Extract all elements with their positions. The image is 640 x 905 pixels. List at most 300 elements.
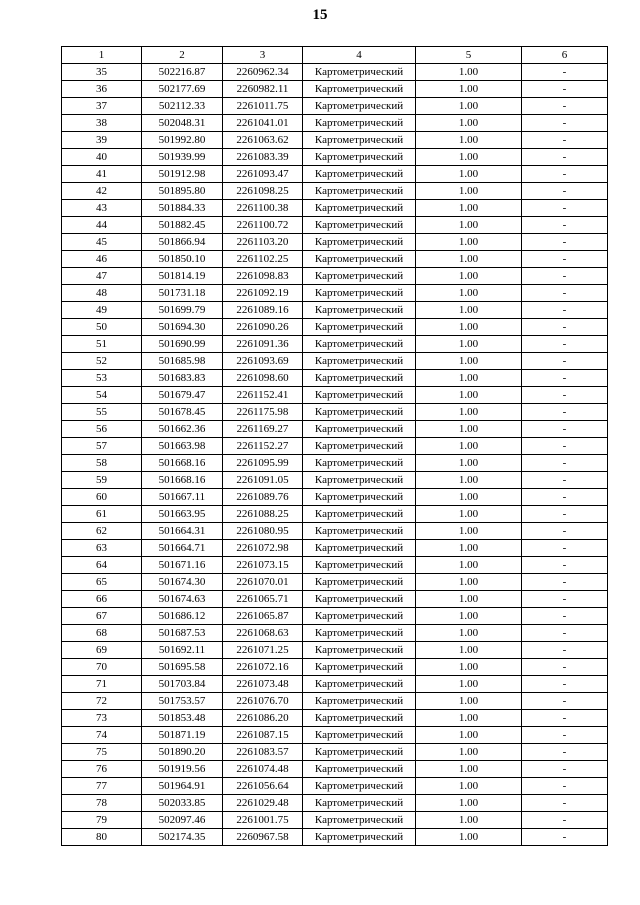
table-row — [62, 523, 608, 540]
accuracy-cell: 1.00 — [416, 506, 522, 523]
point-number-cell: 77 — [62, 778, 142, 795]
accuracy-cell: 1.00 — [416, 132, 522, 149]
accuracy-cell: 1.00 — [416, 115, 522, 132]
x-coordinate-cell: 501668.16 — [142, 472, 223, 489]
point-number-cell: 50 — [62, 319, 142, 336]
method-cell: Картометрический — [303, 421, 416, 438]
description-cell: - — [522, 98, 608, 115]
method-cell: Картометрический — [303, 81, 416, 98]
description-cell: - — [522, 676, 608, 693]
accuracy-cell: 1.00 — [416, 625, 522, 642]
description-cell: - — [522, 132, 608, 149]
table-row — [62, 727, 608, 744]
accuracy-cell: 1.00 — [416, 370, 522, 387]
point-number-cell: 39 — [62, 132, 142, 149]
description-cell: - — [522, 217, 608, 234]
description-cell: - — [522, 336, 608, 353]
table-row — [62, 829, 608, 846]
table-row — [62, 217, 608, 234]
accuracy-cell: 1.00 — [416, 421, 522, 438]
method-cell: Картометрический — [303, 251, 416, 268]
method-cell: Картометрический — [303, 523, 416, 540]
description-cell: - — [522, 727, 608, 744]
y-coordinate-cell: 2261090.26 — [223, 319, 303, 336]
accuracy-cell: 1.00 — [416, 251, 522, 268]
column-header: 2 — [142, 47, 223, 64]
accuracy-cell: 1.00 — [416, 489, 522, 506]
description-cell: - — [522, 319, 608, 336]
table-body — [62, 64, 608, 846]
accuracy-cell: 1.00 — [416, 438, 522, 455]
accuracy-cell: 1.00 — [416, 676, 522, 693]
x-coordinate-cell: 501703.84 — [142, 676, 223, 693]
point-number-cell: 51 — [62, 336, 142, 353]
description-cell: - — [522, 574, 608, 591]
description-cell: - — [522, 115, 608, 132]
x-coordinate-cell: 501687.53 — [142, 625, 223, 642]
y-coordinate-cell: 2261086.20 — [223, 710, 303, 727]
y-coordinate-cell: 2261098.83 — [223, 268, 303, 285]
column-header: 6 — [522, 47, 608, 64]
table-row — [62, 98, 608, 115]
method-cell: Картометрический — [303, 591, 416, 608]
point-number-cell: 42 — [62, 183, 142, 200]
accuracy-cell: 1.00 — [416, 64, 522, 81]
description-cell: - — [522, 302, 608, 319]
description-cell: - — [522, 812, 608, 829]
y-coordinate-cell: 2261152.41 — [223, 387, 303, 404]
point-number-cell: 47 — [62, 268, 142, 285]
column-header: 3 — [223, 47, 303, 64]
point-number-cell: 65 — [62, 574, 142, 591]
accuracy-cell: 1.00 — [416, 727, 522, 744]
y-coordinate-cell: 2261076.70 — [223, 693, 303, 710]
table-row — [62, 166, 608, 183]
x-coordinate-cell: 501685.98 — [142, 353, 223, 370]
x-coordinate-cell: 502112.33 — [142, 98, 223, 115]
method-cell: Картометрический — [303, 64, 416, 81]
point-number-cell: 52 — [62, 353, 142, 370]
description-cell: - — [522, 200, 608, 217]
accuracy-cell: 1.00 — [416, 540, 522, 557]
table-row — [62, 404, 608, 421]
x-coordinate-cell: 501753.57 — [142, 693, 223, 710]
point-number-cell: 68 — [62, 625, 142, 642]
x-coordinate-cell: 501919.56 — [142, 761, 223, 778]
table-row — [62, 608, 608, 625]
method-cell: Картометрический — [303, 132, 416, 149]
x-coordinate-cell: 501939.99 — [142, 149, 223, 166]
accuracy-cell: 1.00 — [416, 642, 522, 659]
y-coordinate-cell: 2261088.25 — [223, 506, 303, 523]
description-cell: - — [522, 591, 608, 608]
y-coordinate-cell: 2261169.27 — [223, 421, 303, 438]
accuracy-cell: 1.00 — [416, 710, 522, 727]
point-number-cell: 76 — [62, 761, 142, 778]
method-cell: Картометрический — [303, 574, 416, 591]
table-row — [62, 64, 608, 81]
method-cell: Картометрический — [303, 183, 416, 200]
y-coordinate-cell: 2261152.27 — [223, 438, 303, 455]
point-number-cell: 62 — [62, 523, 142, 540]
x-coordinate-cell: 501871.19 — [142, 727, 223, 744]
accuracy-cell: 1.00 — [416, 183, 522, 200]
y-coordinate-cell: 2261011.75 — [223, 98, 303, 115]
x-coordinate-cell: 502048.31 — [142, 115, 223, 132]
method-cell: Картометрический — [303, 353, 416, 370]
point-number-cell: 60 — [62, 489, 142, 506]
method-cell: Картометрический — [303, 217, 416, 234]
method-cell: Картометрический — [303, 557, 416, 574]
x-coordinate-cell: 501679.47 — [142, 387, 223, 404]
x-coordinate-cell: 502216.87 — [142, 64, 223, 81]
description-cell: - — [522, 404, 608, 421]
method-cell: Картометрический — [303, 455, 416, 472]
x-coordinate-cell: 502174.35 — [142, 829, 223, 846]
table-row — [62, 574, 608, 591]
table-row — [62, 200, 608, 217]
table-row — [62, 115, 608, 132]
accuracy-cell: 1.00 — [416, 302, 522, 319]
method-cell: Картометрический — [303, 812, 416, 829]
accuracy-cell: 1.00 — [416, 217, 522, 234]
accuracy-cell: 1.00 — [416, 659, 522, 676]
x-coordinate-cell: 501683.83 — [142, 370, 223, 387]
description-cell: - — [522, 285, 608, 302]
column-header: 5 — [416, 47, 522, 64]
point-number-cell: 58 — [62, 455, 142, 472]
method-cell: Картометрический — [303, 472, 416, 489]
point-number-cell: 44 — [62, 217, 142, 234]
y-coordinate-cell: 2261065.87 — [223, 608, 303, 625]
method-cell: Картометрический — [303, 438, 416, 455]
y-coordinate-cell: 2261029.48 — [223, 795, 303, 812]
table-row — [62, 149, 608, 166]
method-cell: Картометрический — [303, 285, 416, 302]
accuracy-cell: 1.00 — [416, 455, 522, 472]
accuracy-cell: 1.00 — [416, 98, 522, 115]
method-cell: Картометрический — [303, 319, 416, 336]
accuracy-cell: 1.00 — [416, 319, 522, 336]
method-cell: Картометрический — [303, 336, 416, 353]
table-row — [62, 778, 608, 795]
table-row — [62, 81, 608, 98]
table-row — [62, 455, 608, 472]
description-cell: - — [522, 608, 608, 625]
y-coordinate-cell: 2260967.58 — [223, 829, 303, 846]
accuracy-cell: 1.00 — [416, 336, 522, 353]
x-coordinate-cell: 501853.48 — [142, 710, 223, 727]
table-row — [62, 132, 608, 149]
point-number-cell: 80 — [62, 829, 142, 846]
accuracy-cell: 1.00 — [416, 285, 522, 302]
y-coordinate-cell: 2261001.75 — [223, 812, 303, 829]
method-cell: Картометрический — [303, 829, 416, 846]
x-coordinate-cell: 501664.71 — [142, 540, 223, 557]
point-number-cell: 73 — [62, 710, 142, 727]
accuracy-cell: 1.00 — [416, 353, 522, 370]
table-row — [62, 591, 608, 608]
x-coordinate-cell: 501895.80 — [142, 183, 223, 200]
method-cell: Картометрический — [303, 404, 416, 421]
description-cell: - — [522, 438, 608, 455]
x-coordinate-cell: 501664.31 — [142, 523, 223, 540]
description-cell: - — [522, 166, 608, 183]
accuracy-cell: 1.00 — [416, 387, 522, 404]
y-coordinate-cell: 2261100.38 — [223, 200, 303, 217]
x-coordinate-cell: 501692.11 — [142, 642, 223, 659]
description-cell: - — [522, 693, 608, 710]
y-coordinate-cell: 2261041.01 — [223, 115, 303, 132]
description-cell: - — [522, 455, 608, 472]
point-number-cell: 54 — [62, 387, 142, 404]
point-number-cell: 78 — [62, 795, 142, 812]
x-coordinate-cell: 502033.85 — [142, 795, 223, 812]
method-cell: Картометрический — [303, 659, 416, 676]
y-coordinate-cell: 2261083.57 — [223, 744, 303, 761]
y-coordinate-cell: 2261093.47 — [223, 166, 303, 183]
point-number-cell: 57 — [62, 438, 142, 455]
y-coordinate-cell: 2261063.62 — [223, 132, 303, 149]
point-number-cell: 40 — [62, 149, 142, 166]
y-coordinate-cell: 2261098.25 — [223, 183, 303, 200]
method-cell: Картометрический — [303, 693, 416, 710]
y-coordinate-cell: 2260982.11 — [223, 81, 303, 98]
method-cell: Картометрический — [303, 540, 416, 557]
description-cell: - — [522, 387, 608, 404]
x-coordinate-cell: 501964.91 — [142, 778, 223, 795]
x-coordinate-cell: 502097.46 — [142, 812, 223, 829]
accuracy-cell: 1.00 — [416, 557, 522, 574]
page-number: 15 — [312, 7, 328, 23]
method-cell: Картометрический — [303, 302, 416, 319]
x-coordinate-cell: 501686.12 — [142, 608, 223, 625]
table-row — [62, 251, 608, 268]
description-cell: - — [522, 251, 608, 268]
y-coordinate-cell: 2261072.98 — [223, 540, 303, 557]
point-number-cell: 36 — [62, 81, 142, 98]
method-cell: Картометрический — [303, 98, 416, 115]
x-coordinate-cell: 501882.45 — [142, 217, 223, 234]
x-coordinate-cell: 501992.80 — [142, 132, 223, 149]
description-cell: - — [522, 659, 608, 676]
accuracy-cell: 1.00 — [416, 268, 522, 285]
y-coordinate-cell: 2261091.36 — [223, 336, 303, 353]
method-cell: Картометрический — [303, 761, 416, 778]
accuracy-cell: 1.00 — [416, 574, 522, 591]
point-number-cell: 72 — [62, 693, 142, 710]
y-coordinate-cell: 2261068.63 — [223, 625, 303, 642]
x-coordinate-cell: 501695.58 — [142, 659, 223, 676]
method-cell: Картометрический — [303, 727, 416, 744]
table-row — [62, 744, 608, 761]
point-number-cell: 41 — [62, 166, 142, 183]
description-cell: - — [522, 64, 608, 81]
point-number-cell: 74 — [62, 727, 142, 744]
y-coordinate-cell: 2260962.34 — [223, 64, 303, 81]
table-row — [62, 234, 608, 251]
point-number-cell: 45 — [62, 234, 142, 251]
description-cell: - — [522, 421, 608, 438]
table-row — [62, 506, 608, 523]
description-cell: - — [522, 795, 608, 812]
table-row — [62, 812, 608, 829]
x-coordinate-cell: 501671.16 — [142, 557, 223, 574]
x-coordinate-cell: 501678.45 — [142, 404, 223, 421]
method-cell: Картометрический — [303, 676, 416, 693]
y-coordinate-cell: 2261056.64 — [223, 778, 303, 795]
y-coordinate-cell: 2261074.48 — [223, 761, 303, 778]
accuracy-cell: 1.00 — [416, 149, 522, 166]
table-row — [62, 761, 608, 778]
x-coordinate-cell: 501694.30 — [142, 319, 223, 336]
description-cell: - — [522, 489, 608, 506]
x-coordinate-cell: 501674.63 — [142, 591, 223, 608]
table-row — [62, 693, 608, 710]
point-number-cell: 35 — [62, 64, 142, 81]
accuracy-cell: 1.00 — [416, 200, 522, 217]
x-coordinate-cell: 502177.69 — [142, 81, 223, 98]
description-cell: - — [522, 540, 608, 557]
accuracy-cell: 1.00 — [416, 812, 522, 829]
description-cell: - — [522, 370, 608, 387]
x-coordinate-cell: 501699.79 — [142, 302, 223, 319]
description-cell: - — [522, 353, 608, 370]
x-coordinate-cell: 501850.10 — [142, 251, 223, 268]
table-row — [62, 557, 608, 574]
table-row — [62, 540, 608, 557]
method-cell: Картометрический — [303, 710, 416, 727]
point-number-cell: 43 — [62, 200, 142, 217]
y-coordinate-cell: 2261087.15 — [223, 727, 303, 744]
accuracy-cell: 1.00 — [416, 234, 522, 251]
table-row — [62, 710, 608, 727]
column-header: 4 — [303, 47, 416, 64]
method-cell: Картометрический — [303, 200, 416, 217]
x-coordinate-cell: 501814.19 — [142, 268, 223, 285]
table-row — [62, 336, 608, 353]
accuracy-cell: 1.00 — [416, 795, 522, 812]
point-number-cell: 70 — [62, 659, 142, 676]
y-coordinate-cell: 2261093.69 — [223, 353, 303, 370]
table-row — [62, 319, 608, 336]
point-number-cell: 55 — [62, 404, 142, 421]
accuracy-cell: 1.00 — [416, 693, 522, 710]
y-coordinate-cell: 2261072.16 — [223, 659, 303, 676]
description-cell: - — [522, 506, 608, 523]
description-cell: - — [522, 149, 608, 166]
y-coordinate-cell: 2261092.19 — [223, 285, 303, 302]
description-cell: - — [522, 523, 608, 540]
method-cell: Картометрический — [303, 489, 416, 506]
accuracy-cell: 1.00 — [416, 829, 522, 846]
point-number-cell: 48 — [62, 285, 142, 302]
point-number-cell: 53 — [62, 370, 142, 387]
table-row — [62, 421, 608, 438]
y-coordinate-cell: 2261073.48 — [223, 676, 303, 693]
x-coordinate-cell: 501866.94 — [142, 234, 223, 251]
accuracy-cell: 1.00 — [416, 744, 522, 761]
method-cell: Картометрический — [303, 778, 416, 795]
description-cell: - — [522, 625, 608, 642]
table-row — [62, 438, 608, 455]
x-coordinate-cell: 501890.20 — [142, 744, 223, 761]
x-coordinate-cell: 501668.16 — [142, 455, 223, 472]
method-cell: Картометрический — [303, 234, 416, 251]
method-cell: Картометрический — [303, 166, 416, 183]
accuracy-cell: 1.00 — [416, 591, 522, 608]
x-coordinate-cell: 501674.30 — [142, 574, 223, 591]
point-number-cell: 37 — [62, 98, 142, 115]
x-coordinate-cell: 501663.95 — [142, 506, 223, 523]
method-cell: Картометрический — [303, 608, 416, 625]
y-coordinate-cell: 2261073.15 — [223, 557, 303, 574]
table-row — [62, 625, 608, 642]
table-row — [62, 302, 608, 319]
x-coordinate-cell: 501912.98 — [142, 166, 223, 183]
x-coordinate-cell: 501667.11 — [142, 489, 223, 506]
method-cell: Картометрический — [303, 744, 416, 761]
point-number-cell: 75 — [62, 744, 142, 761]
description-cell: - — [522, 234, 608, 251]
method-cell: Картометрический — [303, 370, 416, 387]
y-coordinate-cell: 2261080.95 — [223, 523, 303, 540]
table-header-row — [62, 47, 608, 64]
x-coordinate-cell: 501690.99 — [142, 336, 223, 353]
point-number-cell: 61 — [62, 506, 142, 523]
table-row — [62, 183, 608, 200]
description-cell: - — [522, 710, 608, 727]
accuracy-cell: 1.00 — [416, 761, 522, 778]
description-cell: - — [522, 81, 608, 98]
accuracy-cell: 1.00 — [416, 404, 522, 421]
table-row — [62, 659, 608, 676]
y-coordinate-cell: 2261071.25 — [223, 642, 303, 659]
accuracy-cell: 1.00 — [416, 608, 522, 625]
table-row — [62, 370, 608, 387]
method-cell: Картометрический — [303, 149, 416, 166]
accuracy-cell: 1.00 — [416, 81, 522, 98]
description-cell: - — [522, 268, 608, 285]
point-number-cell: 38 — [62, 115, 142, 132]
point-number-cell: 71 — [62, 676, 142, 693]
table-row — [62, 676, 608, 693]
method-cell: Картометрический — [303, 625, 416, 642]
method-cell: Картометрический — [303, 387, 416, 404]
y-coordinate-cell: 2261083.39 — [223, 149, 303, 166]
y-coordinate-cell: 2261103.20 — [223, 234, 303, 251]
point-number-cell: 66 — [62, 591, 142, 608]
accuracy-cell: 1.00 — [416, 778, 522, 795]
point-number-cell: 67 — [62, 608, 142, 625]
point-number-cell: 56 — [62, 421, 142, 438]
table-row — [62, 268, 608, 285]
accuracy-cell: 1.00 — [416, 472, 522, 489]
point-number-cell: 46 — [62, 251, 142, 268]
method-cell: Картометрический — [303, 642, 416, 659]
description-cell: - — [522, 642, 608, 659]
method-cell: Картометрический — [303, 795, 416, 812]
y-coordinate-cell: 2261098.60 — [223, 370, 303, 387]
point-number-cell: 64 — [62, 557, 142, 574]
x-coordinate-cell: 501662.36 — [142, 421, 223, 438]
y-coordinate-cell: 2261089.16 — [223, 302, 303, 319]
accuracy-cell: 1.00 — [416, 523, 522, 540]
method-cell: Картометрический — [303, 115, 416, 132]
coordinates-table — [61, 46, 608, 846]
method-cell: Картометрический — [303, 268, 416, 285]
y-coordinate-cell: 2261095.99 — [223, 455, 303, 472]
